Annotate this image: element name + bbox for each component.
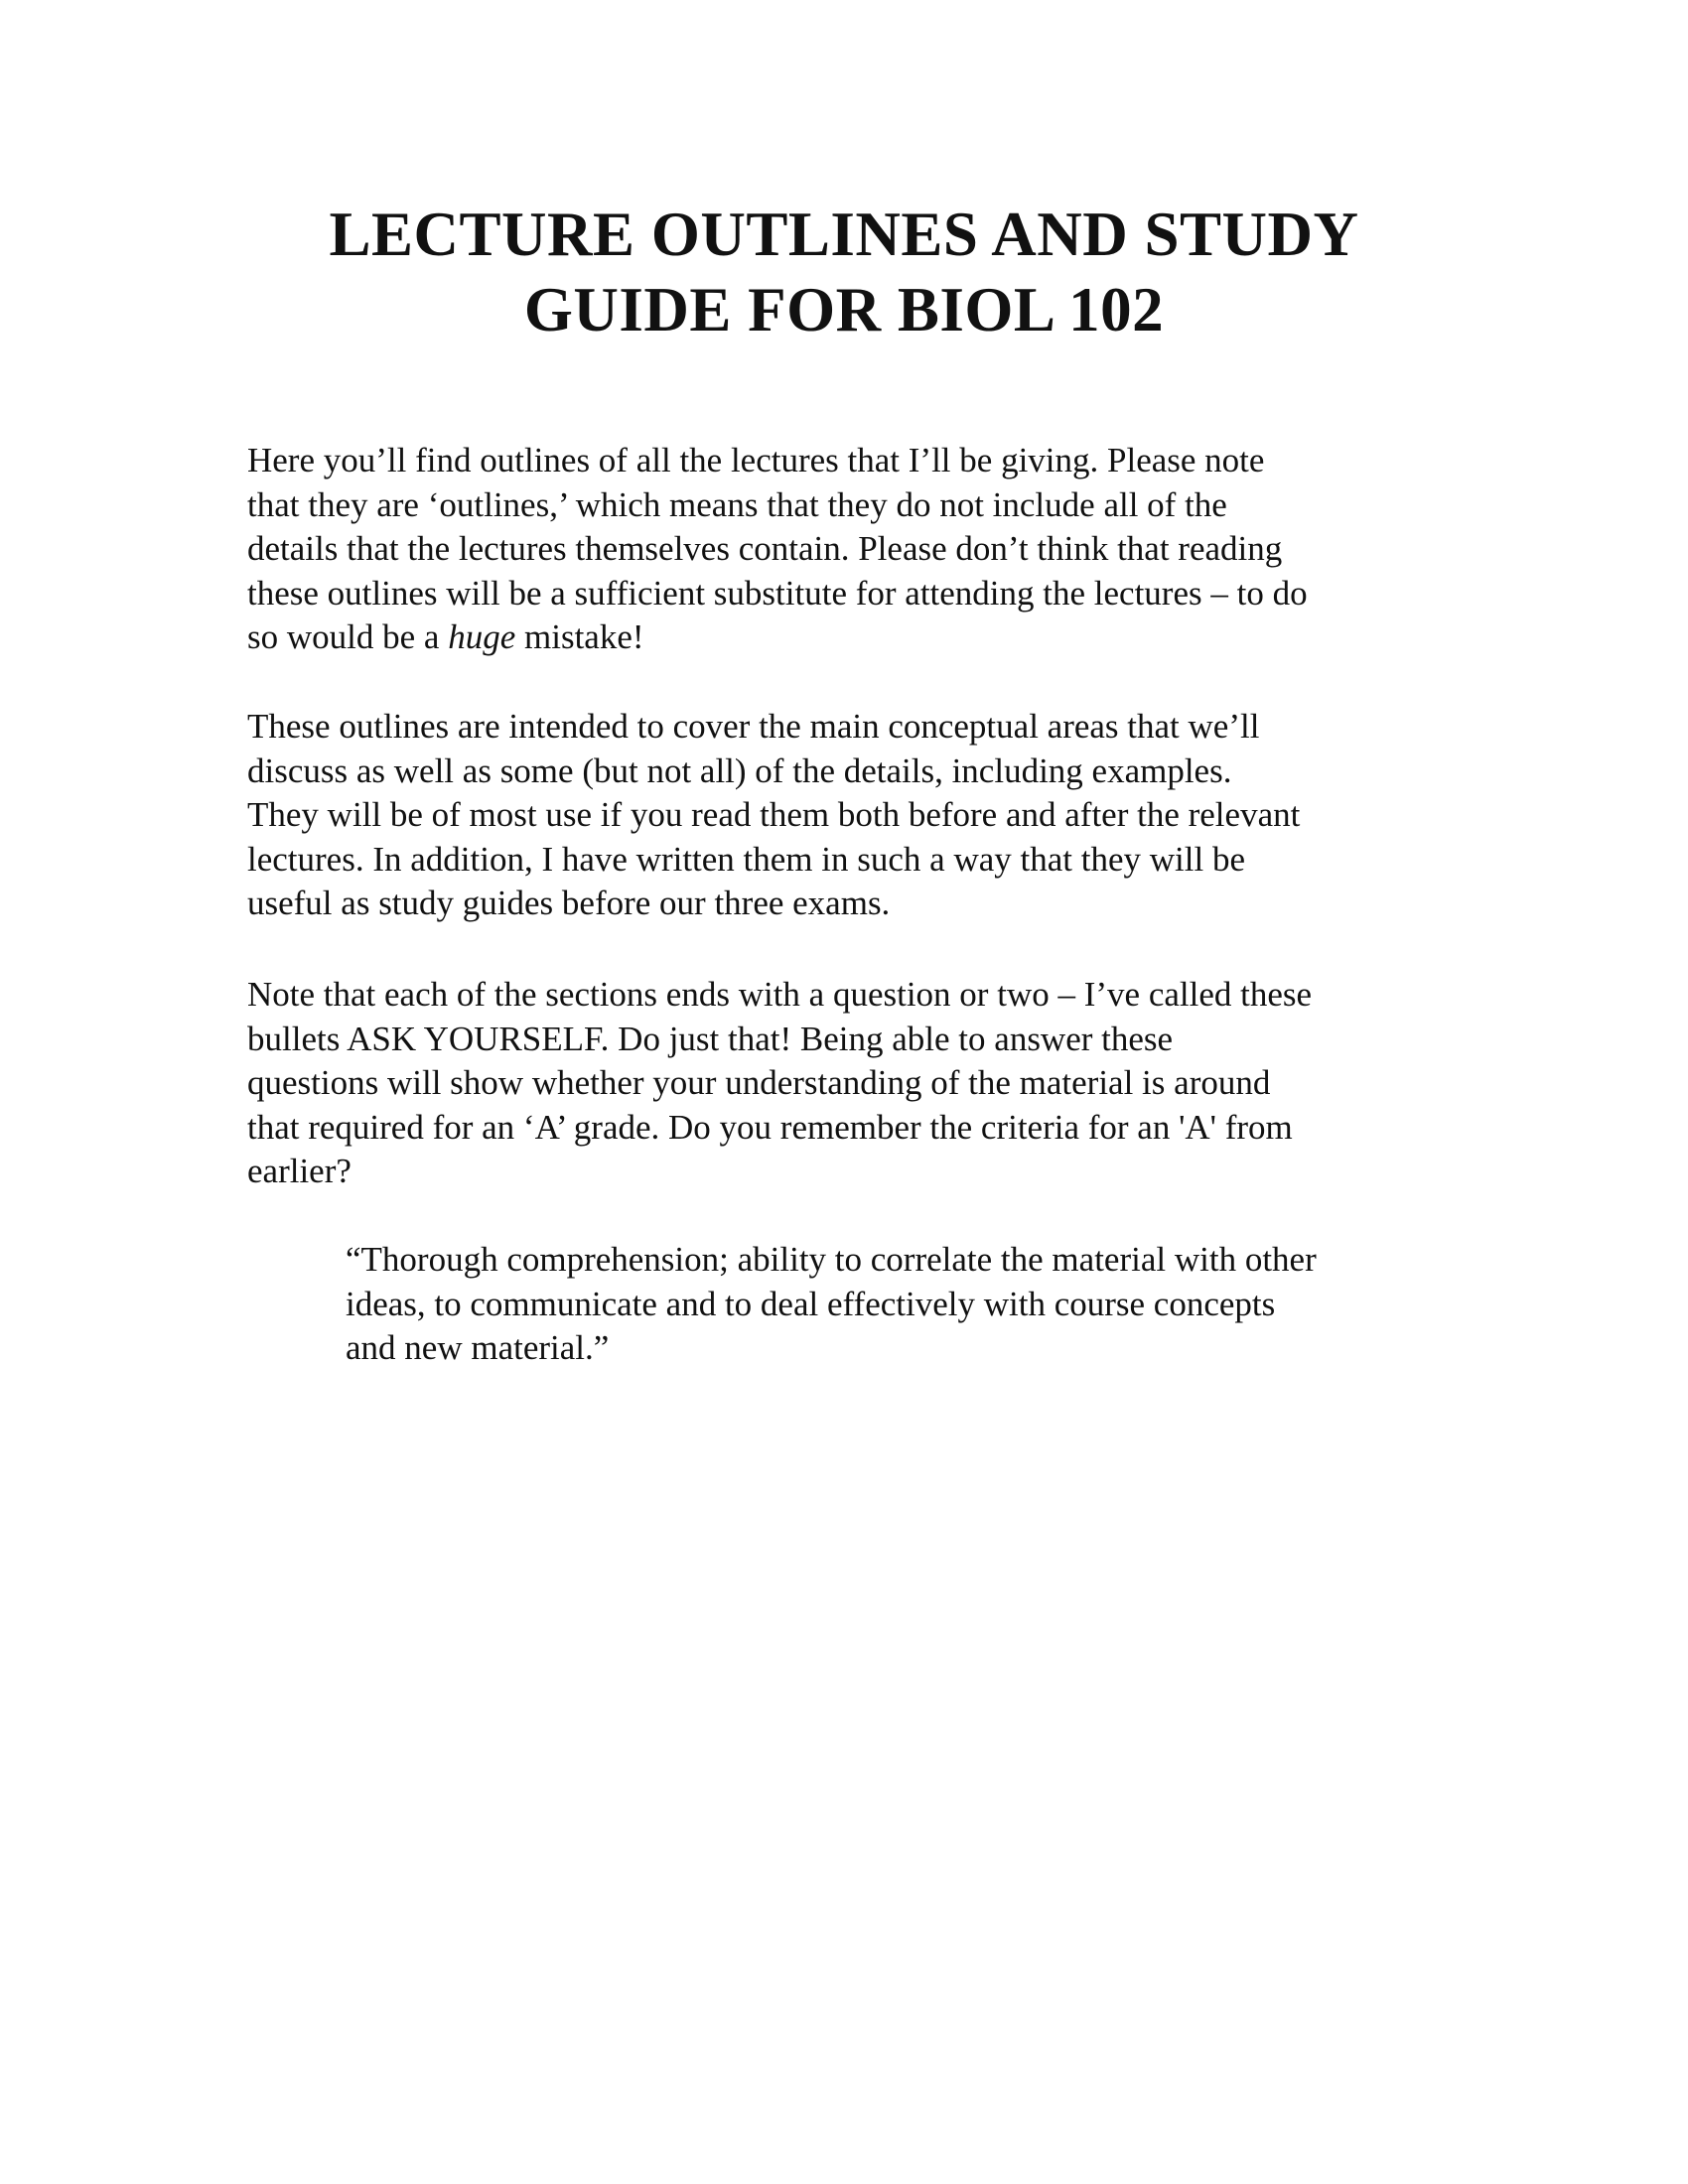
grade-criteria-quote [346, 1238, 1438, 1371]
text-run: mistake! [515, 617, 644, 657]
paragraph-line: that required for an ‘A’ grade. Do you remember the criteria for an 'A' from [247, 1107, 1293, 1147]
emphasis-text: huge [448, 617, 516, 657]
text-run: so would be a [247, 617, 449, 657]
paragraph-line: discuss as well as some (but not all) of the details, including examples. [247, 751, 1232, 790]
title-line: GUIDE FOR BIOL 102 [523, 275, 1165, 344]
paragraph-line: useful as study guides before our three exams. [247, 884, 891, 923]
purpose-paragraph [247, 705, 1439, 926]
paragraph-line: details that the lectures themselves contain. Please don’t think that reading [247, 529, 1283, 569]
document-title [0, 197, 1688, 347]
paragraph-line: these outlines will be a sufficient substitute for attending the lectures – to do [247, 573, 1308, 613]
ask-yourself-paragraph [247, 973, 1439, 1194]
paragraph-line: These outlines are intended to cover the main conceptual areas that we’ll [247, 707, 1260, 746]
quote-line: “Thorough comprehension; ability to correlate the material with other [346, 1240, 1317, 1279]
paragraph-line: lectures. In addition, I have written them in such a way that they will be [247, 839, 1245, 879]
paragraph-line: questions will show whether your understanding of the material is around [247, 1063, 1271, 1103]
paragraph-line: They will be of most use if you read them both before and after the relevant [247, 795, 1301, 835]
title-line: LECTURE OUTLINES AND STUDY [329, 200, 1359, 269]
paragraph-line: bullets ASK YOURSELF. Do just that! Being able to answer these [247, 1019, 1174, 1058]
paragraph-line: earlier? [247, 1152, 352, 1191]
paragraph-line: Here you’ll find outlines of all the lectures that I’ll be giving. Please note [247, 441, 1265, 479]
quote-line: and new material.” [346, 1328, 610, 1368]
intro-paragraph [247, 439, 1439, 660]
paragraph-line: Note that each of the sections ends with a question or two – I’ve called these [247, 975, 1313, 1014]
paragraph-line: that they are ‘outlines,’ which means that they do not include all of the [247, 484, 1227, 524]
paragraph-line [247, 615, 1439, 660]
quote-line: ideas, to communicate and to deal effectively with course concepts [346, 1284, 1276, 1323]
